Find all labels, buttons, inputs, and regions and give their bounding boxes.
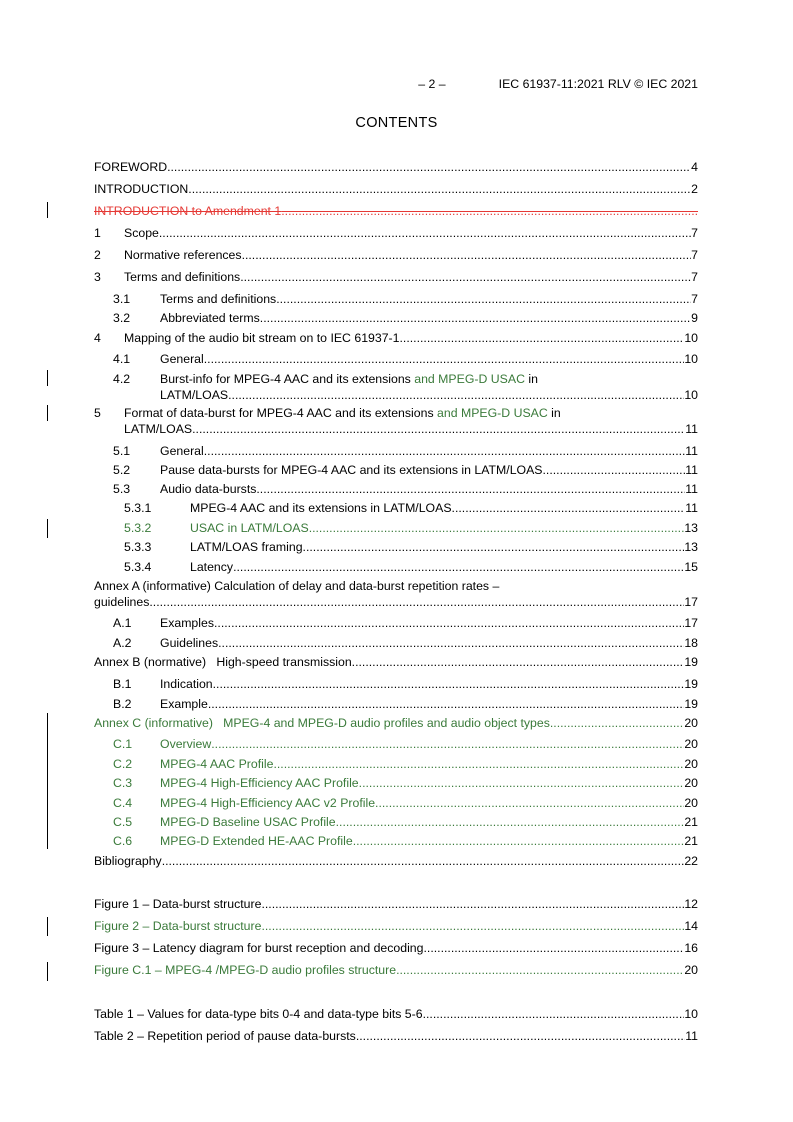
toc-entry-introduction[interactable]: INTRODUCTION ..... 2: [94, 181, 698, 197]
toc-entry-c-6[interactable]: C.6 MPEG-D Extended HE-AAC Profile ..... 21: [113, 833, 698, 849]
toc-entry-3-1[interactable]: 3.1 Terms and definitions ..... 7: [113, 291, 698, 307]
figure-entry[interactable]: Figure 3 – Latency diagram for burst reception and decoding ..... 16: [94, 940, 698, 956]
toc-entry-5-3-1[interactable]: 5.3.1 MPEG-4 AAC and its extensions in LATM/LOAS ..... 11: [124, 500, 698, 516]
toc-entry-introduction-amendment-deleted[interactable]: INTRODUCTION to Amendment 1 .....: [94, 203, 698, 219]
toc-entry-mapping[interactable]: 4 Mapping of the audio bit stream on to IEC 61937-1 ..... 10: [94, 330, 698, 346]
toc-entry-foreword[interactable]: FOREWORD ..... 4: [94, 159, 698, 175]
toc-entry-c-3[interactable]: C.3 MPEG-4 High-Efficiency AAC Profile ..... 20: [113, 775, 698, 791]
toc-entry-a-1[interactable]: A.1 Examples ..... 17: [113, 615, 698, 631]
change-bar: [47, 405, 48, 421]
toc-entry-bibliography[interactable]: Bibliography ..... 22: [94, 853, 698, 869]
document-reference: IEC 61937-11:2021 RLV © IEC 2021: [498, 77, 698, 91]
toc-entry-c-4[interactable]: C.4 MPEG-4 High-Efficiency AAC v2 Profile ..... 20: [113, 795, 698, 811]
change-bar: [47, 917, 48, 936]
toc-entry-4-2[interactable]: 4.2 Burst-info for MPEG-4 AAC and its extensions and MPEG-D USAC in LATM/LOAS ..... 10: [113, 371, 698, 403]
change-bar: [47, 962, 48, 981]
toc-entry-a-2[interactable]: A.2 Guidelines ..... 18: [113, 635, 698, 651]
toc-entry-annex-a[interactable]: Annex A (informative) Calculation of delay and data-burst repetition rates – guidelines ..... 17: [94, 578, 698, 610]
toc-entry-b-1[interactable]: B.1 Indication ..... 19: [113, 676, 698, 692]
table-entry[interactable]: Table 2 – Repetition period of pause data-bursts ..... 11: [94, 1028, 698, 1044]
figure-entry[interactable]: Figure 1 – Data-burst structure ..... 12: [94, 896, 698, 912]
toc-entry-format-data-burst[interactable]: 5 Format of data-burst for MPEG-4 AAC and its extensions and MPEG-D USAC in LATM/LOAS ..... 11: [94, 405, 698, 437]
change-bar: [47, 713, 48, 849]
toc-entry-5-3-2[interactable]: 5.3.2 USAC in LATM/LOAS ..... 13: [124, 520, 698, 536]
toc-entry-annex-b[interactable]: Annex B (normative) High-speed transmission ..... 19: [94, 654, 698, 670]
toc-entry-terms-definitions[interactable]: 3 Terms and definitions ..... 7: [94, 269, 698, 285]
inserted-text: and MPEG-D USAC: [414, 372, 525, 386]
table-entry[interactable]: Table 1 – Values for data-type bits 0-4 and data-type bits 5-6 ..... 10: [94, 1006, 698, 1022]
change-bar: [47, 370, 48, 386]
toc-entry-normative-references[interactable]: 2 Normative references ..... 7: [94, 247, 698, 263]
figure-entry[interactable]: Figure C.1 – MPEG-4 /MPEG-D audio profiles structure ..... 20: [94, 962, 698, 978]
toc-entry-5-3[interactable]: 5.3 Audio data-bursts ..... 11: [113, 481, 698, 497]
figure-entry[interactable]: Figure 2 – Data-burst structure ..... 14: [94, 918, 698, 934]
change-bar: [47, 519, 48, 538]
change-bar: [47, 202, 48, 218]
toc-entry-5-2[interactable]: 5.2 Pause data-bursts for MPEG-4 AAC and its extensions in LATM/LOAS ..... 11: [113, 462, 698, 478]
toc-entry-3-2[interactable]: 3.2 Abbreviated terms ..... 9: [113, 310, 698, 326]
page-header: [418, 77, 698, 91]
toc-entry-c-2[interactable]: C.2 MPEG-4 AAC Profile ..... 20: [113, 756, 698, 772]
toc-entry-5-1[interactable]: 5.1 General ..... 11: [113, 443, 698, 459]
toc-entry-4-1[interactable]: 4.1 General ..... 10: [113, 351, 698, 367]
toc-entry-annex-c[interactable]: Annex C (informative) MPEG-4 and MPEG-D audio profiles and audio object types ..... 20: [94, 715, 698, 731]
inserted-text: and MPEG-D USAC: [437, 406, 548, 420]
page-number: – 2 –: [418, 77, 446, 91]
toc-entry-c-5[interactable]: C.5 MPEG-D Baseline USAC Profile ..... 21: [113, 814, 698, 830]
toc-entry-5-3-4[interactable]: 5.3.4 Latency ..... 15: [124, 559, 698, 575]
toc-entry-scope[interactable]: 1 Scope ..... 7: [94, 225, 698, 241]
toc-entry-b-2[interactable]: B.2 Example ..... 19: [113, 696, 698, 712]
page-title: CONTENTS: [355, 115, 438, 131]
toc-entry-c-1[interactable]: C.1 Overview ..... 20: [113, 736, 698, 752]
toc-entry-5-3-3[interactable]: 5.3.3 LATM/LOAS framing ..... 13: [124, 539, 698, 555]
